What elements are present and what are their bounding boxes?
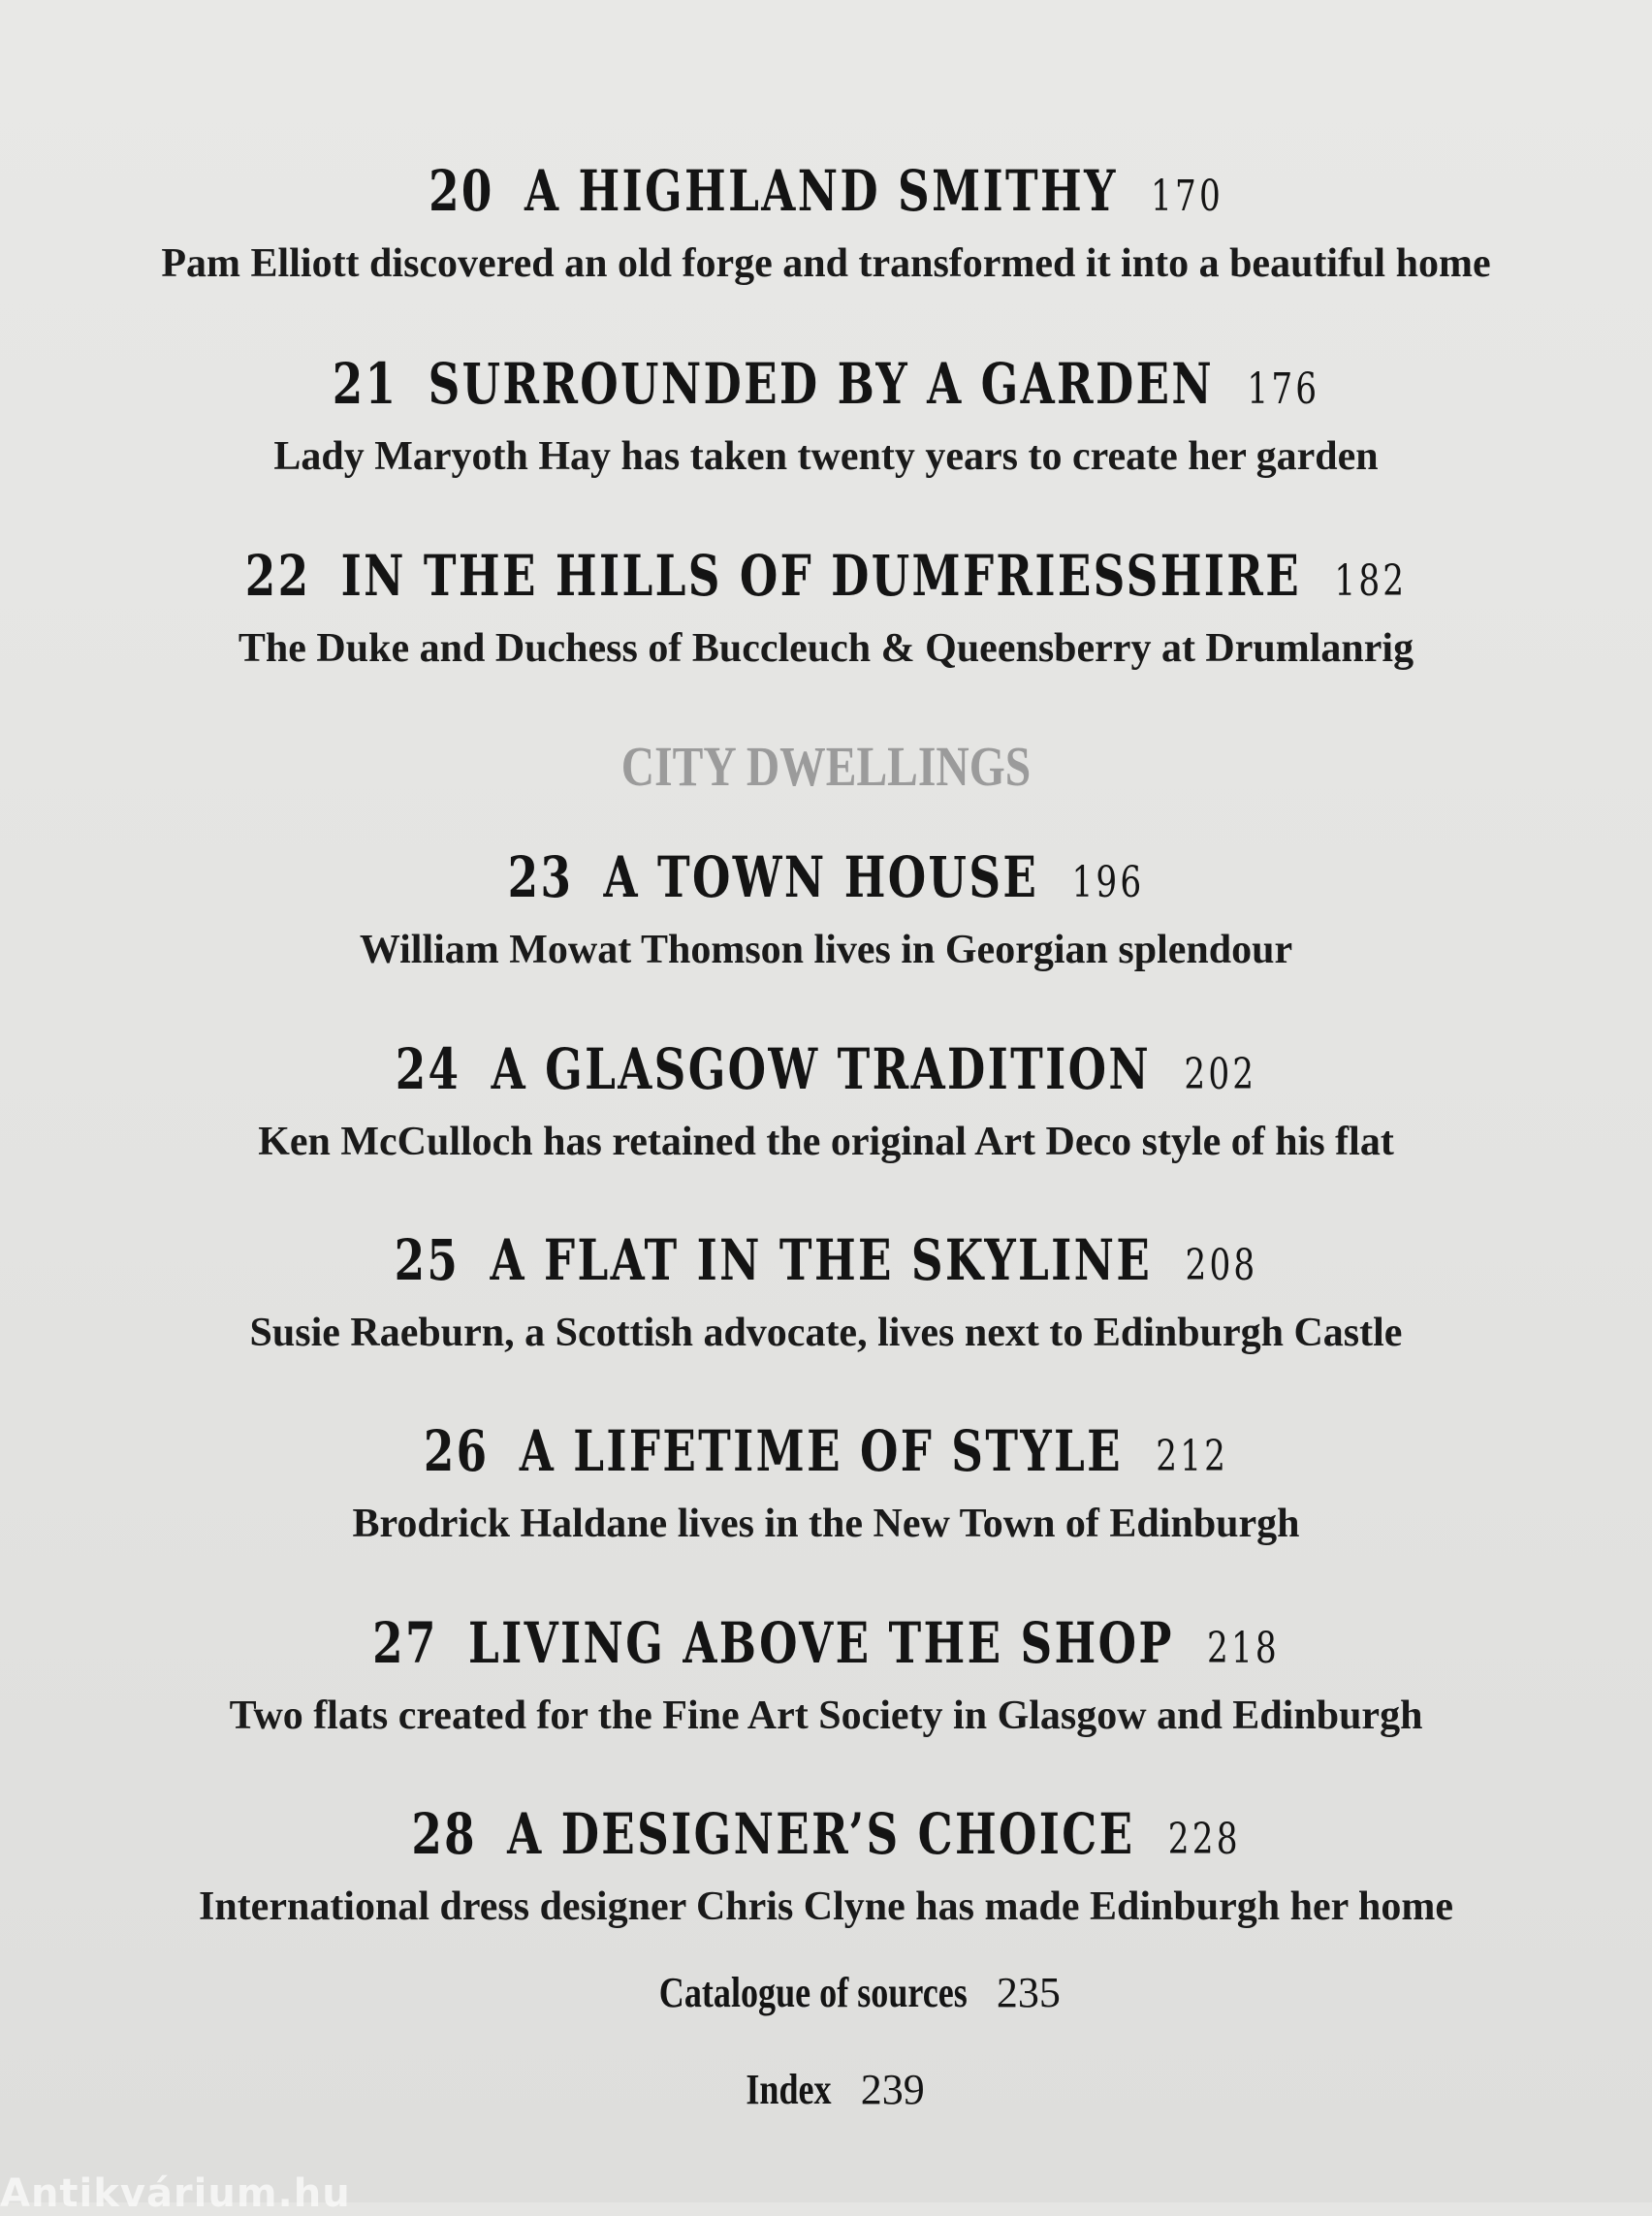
chapter-description: William Mowat Thomson lives in Georgian splendour: [359, 928, 1293, 972]
toc-entry-24: [0, 1035, 1652, 1169]
chapter-description: The Duke and Duchess of Buccleuch & Queensberry at Drumlanrig: [238, 626, 1414, 671]
chapter-description: Pam Elliott discovered an old forge and transformed it into a beautiful home: [161, 241, 1491, 286]
index-page-number: 239: [860, 2066, 925, 2113]
chapter-title: SURROUNDED BY A GARDEN: [428, 351, 1215, 417]
toc-entry-20: [0, 157, 1652, 291]
chapter-number: 21: [332, 351, 398, 417]
index-label: Index: [746, 2066, 832, 2113]
page-number: 218: [1207, 1624, 1280, 1673]
chapter-title: IN THE HILLS OF DUMFRIESSHIRE: [340, 543, 1302, 609]
toc-entry-28: [0, 1800, 1652, 1934]
entry-heading: [181, 1800, 1470, 1874]
chapter-number: 20: [429, 158, 494, 224]
toc-entry-23: [0, 843, 1652, 977]
page-number: 176: [1247, 364, 1320, 414]
entry-heading: [181, 350, 1470, 424]
page-number: 182: [1334, 556, 1408, 606]
chapter-description: Lady Maryoth Hay has taken twenty years to create her garden: [273, 434, 1379, 479]
entry-heading: [181, 1609, 1470, 1683]
entry-heading: [181, 1035, 1470, 1109]
catalogue-of-sources-entry: [0, 1966, 1652, 2020]
section-heading: CITY DWELLINGS: [620, 735, 1032, 798]
entry-heading: [181, 1417, 1470, 1491]
index-entry: [0, 2063, 1652, 2117]
chapter-description: Susie Raeburn, a Scottish advocate, lives next to Edinburgh Castle: [249, 1311, 1403, 1355]
chapter-title: A DESIGNER’S CHOICE: [507, 1801, 1135, 1867]
chapter-title: LIVING ABOVE THE SHOP: [467, 1610, 1174, 1676]
chapter-description: Brodrick Haldane lives in the New Town of Edinburgh: [352, 1502, 1300, 1546]
chapter-description: International dress designer Chris Clyne has made Edinburgh her home: [198, 1884, 1453, 1929]
toc-entry-25: [0, 1226, 1652, 1360]
toc-entry-21: [0, 350, 1652, 484]
catalogue-label: Catalogue of sources: [658, 1969, 968, 2016]
chapter-number: 26: [423, 1418, 490, 1484]
chapter-description: Ken McCulloch has retained the original Art Deco style of his flat: [258, 1120, 1394, 1164]
chapter-title: A GLASGOW TRADITION: [491, 1036, 1152, 1102]
chapter-number: 28: [411, 1801, 477, 1867]
chapter-number: 24: [395, 1036, 461, 1102]
page-number: 228: [1167, 1815, 1241, 1864]
page-number: 196: [1071, 858, 1145, 907]
toc-entry-26: [0, 1417, 1652, 1551]
chapter-number: 23: [507, 844, 574, 910]
toc-entry-22: [0, 542, 1652, 676]
chapter-title: A FLAT IN THE SKYLINE: [490, 1227, 1153, 1293]
chapter-description: Two flats created for the Fine Art Society in Glasgow and Edinburgh: [229, 1694, 1423, 1738]
page-number: 208: [1185, 1241, 1258, 1290]
chapter-title: A TOWN HOUSE: [603, 844, 1039, 910]
entry-heading: [181, 157, 1470, 231]
chapter-number: 25: [394, 1227, 461, 1293]
chapter-number: 27: [372, 1610, 438, 1676]
entry-heading: [181, 1226, 1470, 1300]
page-number: 170: [1151, 172, 1223, 221]
entry-heading: [181, 542, 1470, 616]
chapter-title: A HIGHLAND SMITHY: [524, 158, 1118, 224]
chapter-title: A LIFETIME OF STYLE: [519, 1418, 1123, 1484]
chapter-number: 22: [244, 543, 311, 609]
watermark: Antikvárium.hu: [0, 2171, 351, 2216]
catalogue-page-number: 235: [996, 1969, 1061, 2016]
toc-entry-27: [0, 1609, 1652, 1743]
page-number: 212: [1156, 1432, 1229, 1481]
entry-heading: [181, 843, 1470, 917]
page-number: 202: [1184, 1050, 1257, 1099]
